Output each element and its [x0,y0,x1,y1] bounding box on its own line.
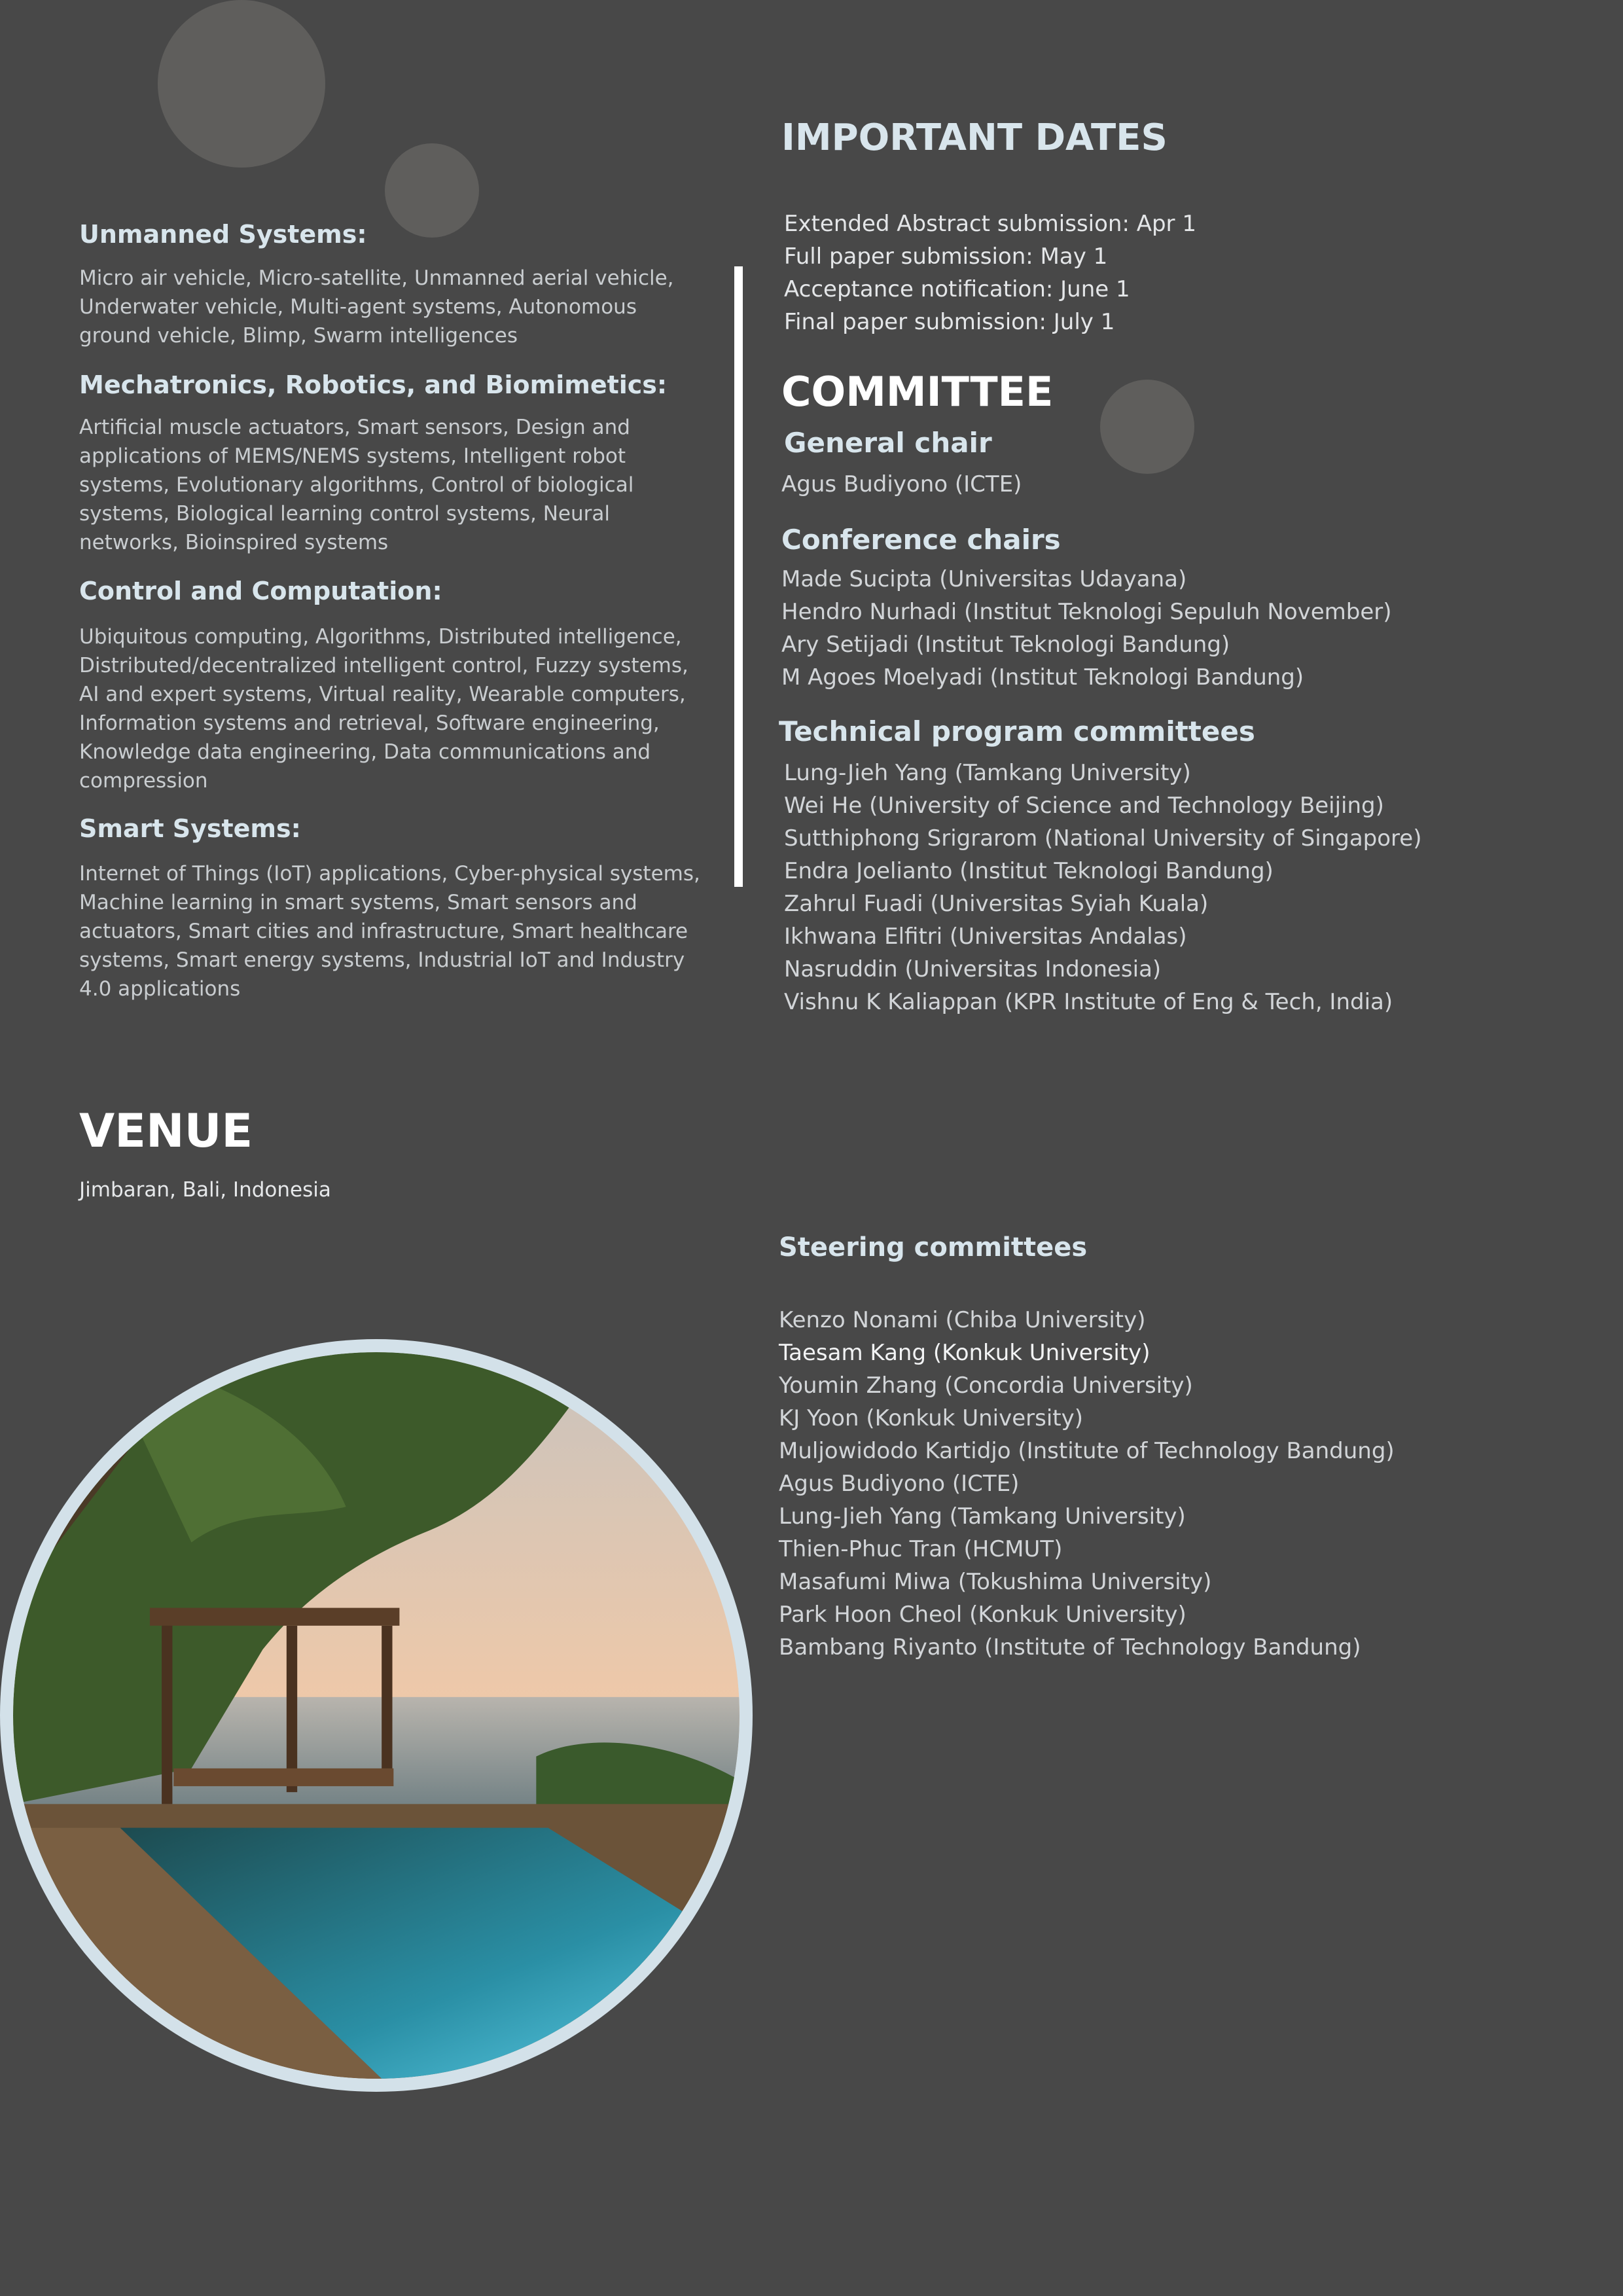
date-item: Final paper submission: July 1 [784,309,1115,335]
decorative-circle-large [158,0,325,168]
topic-body-mechatronics: Artificial muscle actuators, Smart sensors, Design and applications of MEMS/NEMS systems, Intelligent robot systems, Evolutionary algorithms, Control of biological systems, Biological learning control systems, Neural networks, Bioinspired systems [79,416,634,554]
topic-body-smart: Internet of Things (IoT) applications, Cyber-physical systems, Machine learning in smart systems, Smart sensors and actuators, Smart cities and infrastructure, Smart healthcare systems, Smart energy systems, Industrial IoT and Industry 4.0 applications [79,862,700,1001]
member: Agus Budiyono (ICTE) [781,471,1022,497]
member: Masafumi Miwa (Tokushima University) [779,1569,1212,1595]
venue-photo-image [13,1352,740,2079]
decorative-circle-small [385,143,479,238]
member: Agus Budiyono (ICTE) [779,1471,1020,1497]
member: Lung-Jieh Yang (Tamkang University) [784,760,1191,786]
member: KJ Yoon (Konkuk University) [779,1405,1084,1431]
member: Ary Setijadi (Institut Teknologi Bandung) [781,632,1230,658]
steering-list [779,1304,1395,1664]
topic-title-mechatronics: Mechatronics, Robotics, and Biomimetics: [79,370,668,399]
conference-chairs-title: Conference chairs [781,524,1061,556]
topic-body-control: Ubiquitous computing, Algorithms, Distributed intelligence, Distributed/decentralized intelligent control, Fuzzy systems, AI and expert systems, Virtual reality, Wearable computers, Information systems and retrieval, Software engineering, Knowledge data engineering, Data communications and compression [79,625,688,793]
member: Wei He (University of Science and Technology Beijing) [784,793,1384,819]
member: Taesam Kang (Konkuk University) [779,1340,1150,1366]
member: Made Sucipta (Universitas Udayana) [781,566,1187,592]
important-dates-list [784,207,1196,338]
venue-location: Jimbaran, Bali, Indonesia [79,1178,331,1202]
date-item: Acceptance notification: June 1 [784,276,1130,302]
member: Nasruddin (Universitas Indonesia) [784,956,1162,982]
member: Hendro Nurhadi (Institut Teknologi Sepuluh November) [781,599,1392,625]
general-chair-title: General chair [784,427,992,459]
steering-title: Steering committees [779,1232,1088,1263]
general-chair-list [781,468,1022,501]
topic-body-unmanned: Micro air vehicle, Micro-satellite, Unmanned aerial vehicle, Underwater vehicle, Multi-agent systems, Autonomous ground vehicle, Blimp, Swarm intelligences [79,266,674,348]
member: Ikhwana Elfitri (Universitas Andalas) [784,924,1187,950]
member: Kenzo Nonami (Chiba University) [779,1307,1146,1333]
date-item: Extended Abstract submission: Apr 1 [784,211,1196,237]
committee-title: COMMITTEE [781,368,1054,416]
conference-chairs-list [781,563,1392,694]
venue-title: VENUE [79,1104,253,1158]
technical-program-list [784,757,1421,1018]
decorative-circle-committee [1100,380,1194,474]
divider-line [734,266,743,887]
member: Sutthiphong Srigrarom (National University of Singapore) [784,825,1422,852]
member: M Agoes Moelyadi (Institut Teknologi Bandung) [781,664,1304,691]
date-item: Full paper submission: May 1 [784,243,1108,270]
topic-title-unmanned: Unmanned Systems: [79,220,367,249]
member: Thien-Phuc Tran (HCMUT) [779,1536,1063,1562]
member: Bambang Riyanto (Institute of Technology Bandung) [779,1634,1361,1660]
member: Youmin Zhang (Concordia University) [779,1372,1193,1399]
member: Lung-Jieh Yang (Tamkang University) [779,1503,1186,1530]
member: Muljowidodo Kartidjo (Institute of Technology Bandung) [779,1438,1395,1464]
topic-title-smart: Smart Systems: [79,814,301,843]
member: Vishnu K Kaliappan (KPR Institute of Eng & Tech, India) [784,989,1393,1015]
technical-program-title: Technical program committees [779,715,1255,747]
member: Park Hoon Cheol (Konkuk University) [779,1602,1186,1628]
venue-photo [0,1339,753,2092]
member: Zahrul Fuadi (Universitas Syiah Kuala) [784,891,1209,917]
topic-title-control: Control and Computation: [79,577,442,605]
important-dates-title: IMPORTANT DATES [781,117,1168,159]
member: Endra Joelianto (Institut Teknologi Bandung) [784,858,1274,884]
